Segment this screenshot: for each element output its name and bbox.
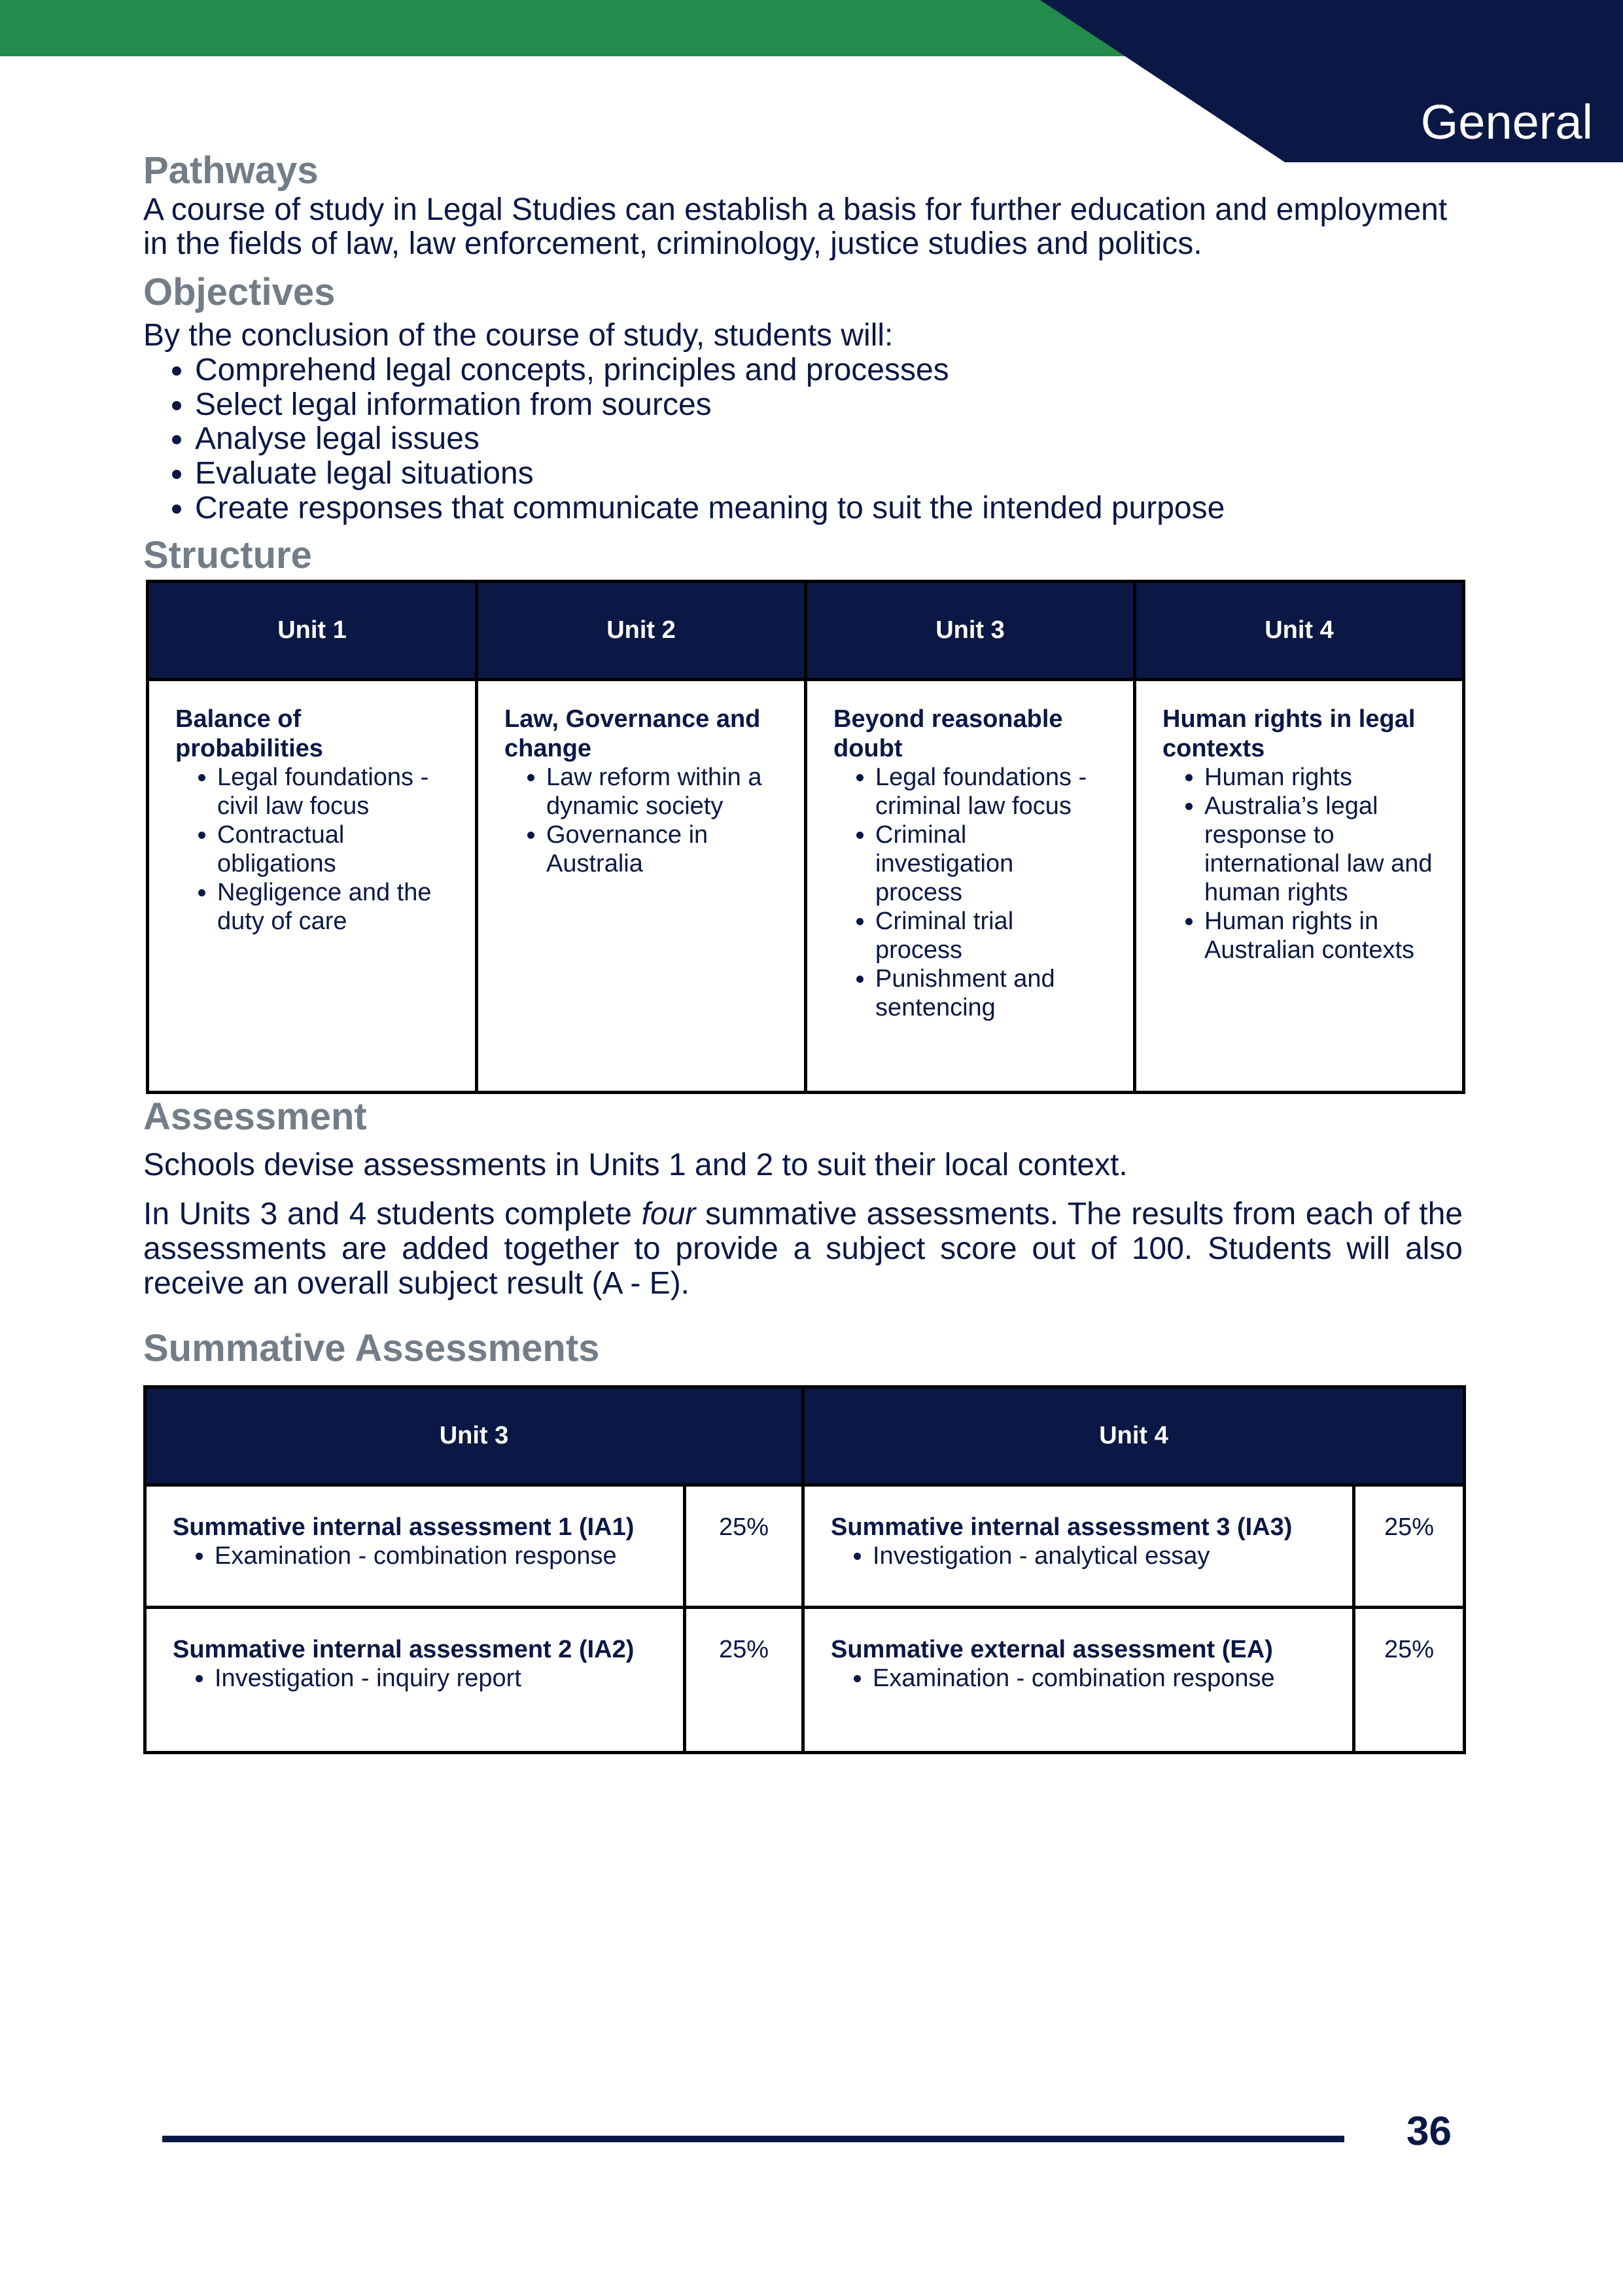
- ia2-title: Summative internal assessment 2 (IA2): [173, 1636, 635, 1663]
- unit-2-title: Law, Governance and change: [504, 705, 761, 762]
- list-item: • Examination - combination response: [873, 1664, 1326, 1693]
- unit-1-cell: [148, 680, 477, 1093]
- structure-table: [146, 580, 1465, 1094]
- list-item: • Legal foundations - civil law focus: [217, 763, 449, 821]
- summative-unit-4-header: Unit 4: [803, 1387, 1465, 1485]
- ia1-title: Summative internal assessment 1 (IA1): [173, 1513, 635, 1541]
- list-item: • Investigation - inquiry report: [215, 1664, 657, 1693]
- ia3-title: Summative internal assessment 3 (IA3): [831, 1513, 1293, 1541]
- summative-table: [143, 1385, 1466, 1754]
- list-item: • Governance in Australia: [546, 821, 778, 878]
- assessment-para-2: In Units 3 and 4 students complete four summative assessments. The results from each of the assessments are added together to provide a subject score out of 100. Students will also receive an overall subject result (A - E).: [143, 1196, 1463, 1301]
- unit-1-header: Unit 1: [148, 582, 477, 680]
- list-item: • Investigation - analytical essay: [873, 1542, 1326, 1570]
- page-content: [143, 149, 1465, 1754]
- list-item: • Create responses that communicate meaning to suit the intended purpose: [195, 491, 1465, 526]
- list-item: • Human rights in Australian contexts: [1204, 907, 1436, 964]
- unit-3-title: Beyond reasonable doubt: [833, 705, 1063, 762]
- ia1-cell: [145, 1485, 685, 1608]
- summative-heading: Summative Assessments: [143, 1327, 600, 1370]
- assessment-para-1: Schools devise assessments in Units 1 and 2 to suit their local context.: [143, 1148, 1128, 1183]
- unit-1-title: Balance of probabilities: [175, 705, 323, 762]
- category-label: General: [1420, 95, 1593, 149]
- unit-2-header: Unit 2: [477, 582, 806, 680]
- unit-3-cell: [806, 680, 1135, 1093]
- list-item: • Law reform within a dynamic society: [546, 763, 778, 821]
- ia2-cell: [145, 1608, 685, 1753]
- objectives-list: [143, 353, 1465, 526]
- unit-2-cell: [477, 680, 806, 1093]
- list-item: • Select legal information from sources: [195, 388, 1465, 423]
- list-item: • Criminal investigation process: [875, 821, 1107, 907]
- objectives-heading: Objectives: [143, 271, 336, 314]
- objectives-intro: By the conclusion of the course of study, students will:: [143, 317, 894, 353]
- list-item: • Legal foundations - criminal law focus: [875, 763, 1107, 821]
- list-item: • Analyse legal issues: [195, 422, 1465, 457]
- list-item: • Comprehend legal concepts, principles and processes: [195, 353, 1465, 388]
- ia1-weight: 25%: [685, 1485, 803, 1608]
- summative-unit-3-header: Unit 3: [145, 1387, 803, 1485]
- list-item: • Punishment and sentencing: [875, 964, 1107, 1022]
- unit-4-header: Unit 4: [1135, 582, 1464, 680]
- list-item: • Negligence and the duty of care: [217, 878, 449, 936]
- pathways-text: A course of study in Legal Studies can establish a basis for further education and employment in the fields of law, law enforcement, criminology, justice studies and politics.: [143, 192, 1448, 262]
- footer-rule: [162, 2136, 1344, 2142]
- assessment-heading: Assessment: [143, 1095, 367, 1139]
- structure-heading: Structure: [143, 533, 312, 576]
- unit-4-cell: [1135, 680, 1464, 1093]
- list-item: • Evaluate legal situations: [195, 457, 1465, 491]
- unit-3-header: Unit 3: [806, 582, 1135, 680]
- page-number: 36: [1406, 2109, 1452, 2154]
- ia3-cell: [803, 1485, 1354, 1608]
- ea-cell: [803, 1608, 1354, 1753]
- ia2-weight: 25%: [685, 1608, 803, 1753]
- ea-weight: 25%: [1354, 1608, 1465, 1753]
- unit-4-title: Human rights in legal contexts: [1162, 705, 1416, 762]
- list-item: • Australia’s legal response to international law and human rights: [1204, 792, 1436, 907]
- list-item: • Human rights: [1204, 763, 1436, 792]
- list-item: • Criminal trial process: [875, 907, 1107, 964]
- pathways-heading: Pathways: [143, 149, 319, 192]
- list-item: • Contractual obligations: [217, 821, 449, 878]
- emphasis-four: four: [641, 1196, 696, 1231]
- list-item: • Examination - combination response: [215, 1542, 657, 1570]
- ea-title: Summative external assessment (EA): [831, 1636, 1273, 1663]
- ia3-weight: 25%: [1354, 1485, 1465, 1608]
